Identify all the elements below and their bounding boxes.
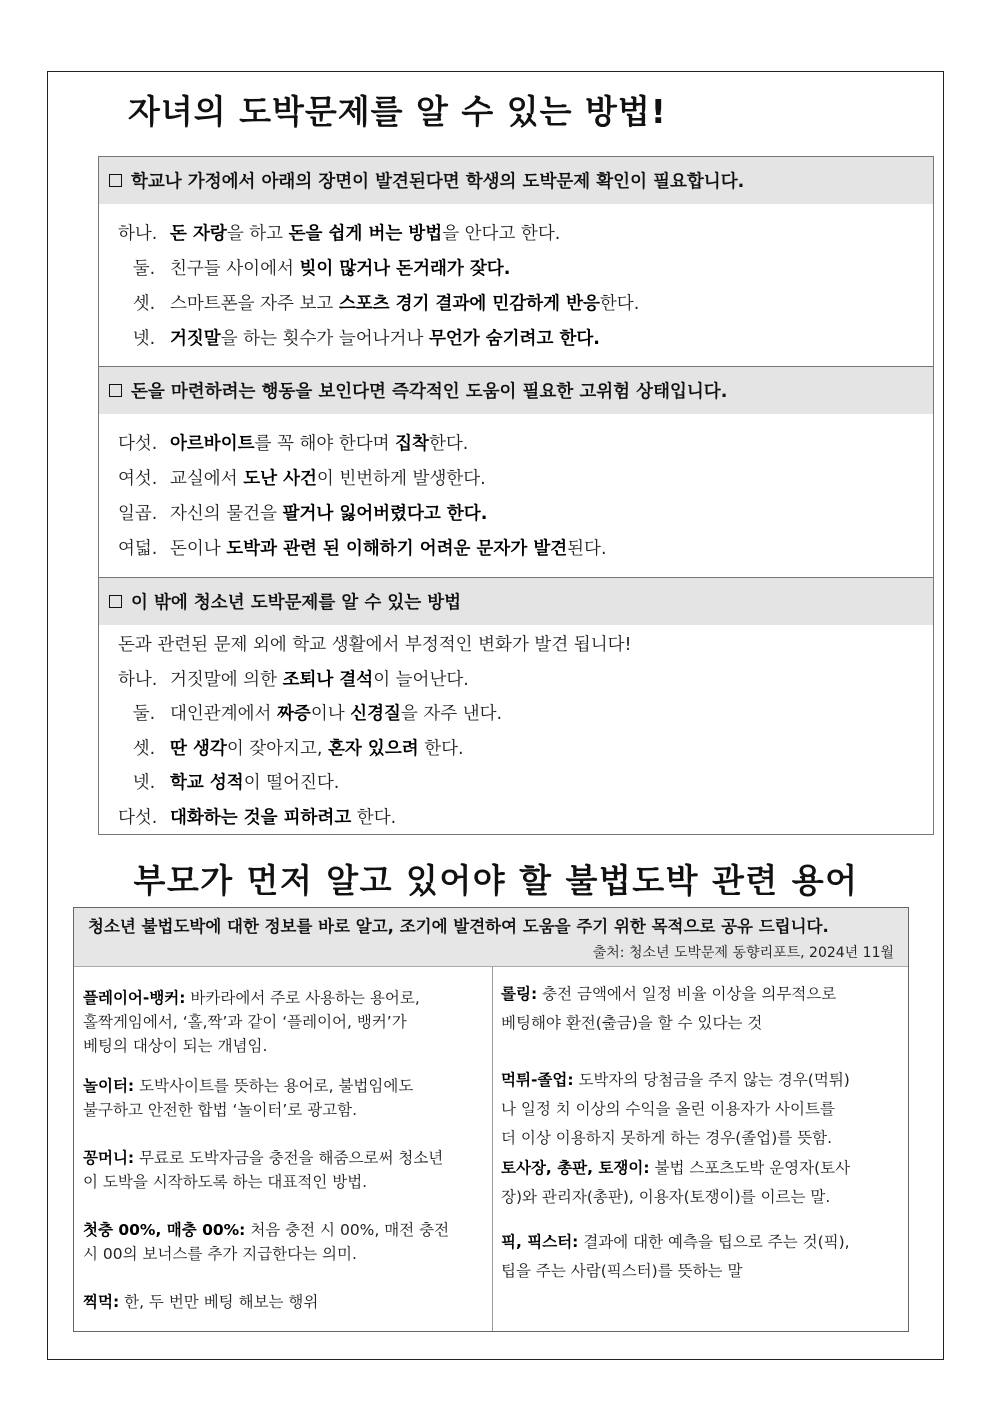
glossary-line (83, 986, 420, 1010)
glossary-entry (501, 1228, 850, 1286)
list-item (99, 532, 933, 567)
item-number: 넷. (132, 329, 156, 349)
section1-title: 자녀의 도박문제를 알 수 있는 방법! (128, 92, 667, 131)
glossary-term: 픽, 픽스터: (501, 1233, 579, 1251)
glossary-left-column (74, 966, 493, 1331)
glossary-line (501, 1066, 850, 1095)
glossary-entry (83, 1290, 318, 1314)
list-item (99, 497, 933, 532)
glossary-line (83, 1034, 420, 1058)
item-number: 다섯. (118, 434, 158, 454)
list-item (99, 462, 933, 497)
item-text: 자신의 물건을 (170, 504, 283, 524)
item-number: 넷. (132, 773, 156, 794)
item-text: 을 자주 낸다. (400, 704, 503, 725)
glossary-desc: 한, 두 번만 베팅 해보는 행위 (124, 1293, 319, 1311)
list-item (99, 628, 933, 663)
glossary-desc: 처음 충전 시 00%, 매전 충전 (250, 1221, 450, 1239)
item-text-bold: 도박과 관련 된 이해하기 어려운 문자가 발견 (226, 539, 568, 559)
item-list (99, 414, 933, 567)
glossary-line (83, 1098, 413, 1122)
glossary-desc: 시 00의 보너스를 추가 지급한다는 의미. (83, 1245, 357, 1263)
glossary-desc: 이 도박을 시작하도록 하는 대표적인 방법. (83, 1173, 368, 1191)
item-number: 셋. (132, 738, 156, 759)
glossary-intro: 청소년 불법도박에 대한 정보를 바로 알고, 조기에 발견하여 도움을 주기 위한 목적으로 공유 드립니다. (88, 917, 829, 936)
item-text: 한다. (418, 738, 464, 759)
glossary-line (501, 980, 836, 1009)
box-header (99, 157, 933, 204)
item-text-bold: 딴 생각 (170, 738, 227, 759)
item-text: 이 잦아지고, (226, 738, 329, 759)
glossary-header (74, 908, 908, 967)
warning-box-2 (98, 366, 934, 578)
glossary-term: 첫충 00%, 매충 00%: (83, 1221, 246, 1239)
warning-box-3 (98, 577, 934, 835)
item-list (99, 625, 933, 836)
item-number: 둘. (132, 704, 156, 725)
item-text: 을 안다고 한다. (442, 224, 561, 244)
box-header-text: 학교나 가정에서 아래의 장면이 발견된다면 학생의 도박문제 확인이 필요합니다. (131, 172, 745, 192)
item-text-bold: 도난 사건 (243, 469, 317, 489)
item-number: 둘. (132, 259, 156, 279)
glossary-line (501, 1009, 836, 1038)
glossary-term: 플레이어-뱅커: (83, 989, 186, 1007)
glossary-entry (83, 1074, 413, 1122)
glossary-line (83, 1010, 420, 1034)
item-text-bold: 집착 (395, 434, 429, 454)
item-text: 된다. (567, 539, 607, 559)
glossary-columns (74, 966, 908, 1331)
item-text: 이나 (310, 704, 351, 725)
glossary-desc: 홀짝게임에서, ‘홀,짝’과 같이 ‘플레이어, 뱅커’가 (83, 1013, 407, 1031)
box-header-text: 돈을 마련하려는 행동을 보인다면 즉각적인 도움이 필요한 고위험 상태입니다. (131, 382, 728, 402)
glossary-desc: 충전 금액에서 일정 비율 이상을 의무적으로 (542, 985, 837, 1003)
glossary-term: 롤링: (501, 985, 538, 1003)
glossary-desc: 결과에 대한 예측을 팁으로 주는 것(픽), (583, 1233, 850, 1251)
checkbox-square-icon (109, 384, 122, 397)
item-text: 돈과 관련된 문제 외에 학교 생활에서 부정적인 변화가 발견 됩니다! (118, 635, 632, 655)
glossary-desc: 바카라에서 주로 사용하는 용어로, (190, 989, 420, 1007)
item-text-bold: 짜증 (277, 704, 311, 725)
item-number: 하나. (118, 669, 158, 690)
glossary-line (501, 1095, 850, 1124)
list-item (99, 287, 933, 322)
glossary-line (83, 1170, 443, 1194)
item-text-bold: 아르바이트 (170, 434, 255, 454)
checkbox-square-icon (109, 595, 122, 608)
glossary-line (501, 1124, 850, 1153)
glossary-desc: 팁을 주는 사람(픽스터)를 뜻하는 말 (501, 1262, 743, 1280)
item-text: 친구들 사이에서 (170, 259, 300, 279)
list-item (99, 427, 933, 462)
list-item (99, 252, 933, 287)
glossary-box (73, 907, 909, 1332)
item-number: 하나. (118, 224, 158, 244)
item-text-bold: 혼자 있으려 (328, 738, 419, 759)
glossary-line (83, 1242, 449, 1266)
item-text: 을 하고 (226, 224, 289, 244)
item-text: 한다. (428, 434, 469, 454)
glossary-desc: 나 일정 치 이상의 수익을 올린 이용자가 사이트를 (501, 1100, 835, 1118)
glossary-term: 먹튀-졸업: (501, 1071, 574, 1089)
item-text: 한다. (599, 294, 640, 314)
glossary-desc: 베팅해야 환전(출금)을 할 수 있다는 것 (501, 1014, 763, 1032)
list-item (99, 732, 933, 767)
item-text: 를 꼭 해야 한다며 (254, 434, 396, 454)
glossary-term: 찍먹: (83, 1293, 120, 1311)
box-header (99, 367, 933, 414)
glossary-entry (83, 1146, 443, 1194)
item-text: 이 떨어진다. (243, 773, 340, 794)
item-text-bold: 무언가 숨기려고 한다. (428, 329, 600, 349)
warning-box-1 (98, 156, 934, 367)
glossary-source: 출처: 청소년 도박문제 동향리포트, 2024년 11월 (592, 945, 894, 961)
glossary-line (83, 1074, 413, 1098)
glossary-entry (501, 1154, 850, 1212)
glossary-desc: 불구하고 안전한 합법 ‘놀이터’로 광고함. (83, 1101, 358, 1119)
item-text: 교실에서 (170, 469, 244, 489)
glossary-right-column (492, 966, 908, 1331)
item-text: 이 늘어난다. (373, 669, 469, 690)
list-item (99, 217, 933, 252)
glossary-line (83, 1146, 443, 1170)
list-item (99, 697, 933, 732)
checkbox-square-icon (109, 174, 122, 187)
glossary-line (83, 1290, 318, 1314)
glossary-desc: 무료로 도박자금을 충전을 해줌으로써 청소년 (139, 1149, 444, 1167)
item-text-bold: 팔거나 잃어버렸다고 한다. (282, 504, 488, 524)
box-header (99, 578, 933, 625)
glossary-line (501, 1154, 850, 1183)
item-text: 이 빈번하게 발생한다. (316, 469, 486, 489)
glossary-desc: 베팅의 대상이 되는 개념임. (83, 1037, 268, 1055)
glossary-line (501, 1183, 850, 1212)
item-text: 돈이나 (170, 539, 227, 559)
item-text-bold: 스포츠 경기 결과에 민감하게 반응 (338, 294, 600, 314)
glossary-desc: 더 이상 이용하지 못하게 하는 경우(졸업)를 뜻함. (501, 1129, 833, 1147)
item-text: 거짓말에 의한 (170, 669, 283, 690)
glossary-term: 놀이터: (83, 1077, 135, 1095)
item-text-bold: 신경질 (350, 704, 401, 725)
item-text-bold: 학교 성적 (170, 773, 244, 794)
item-text: 대인관계에서 (170, 704, 277, 725)
item-text-bold: 대화하는 것을 피하려고 (170, 807, 352, 828)
item-text: 한다. (351, 807, 397, 828)
glossary-entry (83, 1218, 449, 1266)
item-text-bold: 거짓말 (170, 329, 221, 349)
item-number: 일곱. (118, 504, 158, 524)
glossary-line (501, 1228, 850, 1257)
glossary-entry (83, 986, 420, 1058)
section2-title: 부모가 먼저 알고 있어야 할 불법도박 관련 용어 (133, 861, 859, 900)
item-list (99, 204, 933, 357)
list-item (99, 801, 933, 836)
item-number: 셋. (132, 294, 156, 314)
list-item (99, 322, 933, 357)
item-text-bold: 돈을 쉽게 버는 방법 (288, 224, 443, 244)
glossary-desc: 불법 스포츠도박 운영자(토사 (654, 1159, 851, 1177)
item-text-bold: 돈 자랑 (170, 224, 227, 244)
item-text-bold: 빚이 많거나 돈거래가 잦다. (299, 259, 511, 279)
item-text-bold: 조퇴나 결석 (282, 669, 374, 690)
item-number: 다섯. (118, 807, 158, 828)
glossary-desc: 도박사이트를 뜻하는 용어로, 불법임에도 (139, 1077, 414, 1095)
glossary-line (83, 1218, 449, 1242)
glossary-term: 토사장, 총판, 토쟁이: (501, 1159, 650, 1177)
glossary-line (501, 1257, 850, 1286)
glossary-entry (501, 1066, 850, 1153)
item-text: 스마트폰을 자주 보고 (170, 294, 339, 314)
glossary-entry (501, 980, 836, 1038)
box-header-text: 이 밖에 청소년 도박문제를 알 수 있는 방법 (131, 593, 462, 613)
item-number: 여덟. (118, 539, 158, 559)
item-number: 여섯. (118, 469, 158, 489)
list-item (99, 663, 933, 698)
list-item (99, 766, 933, 801)
glossary-desc: 도박자의 당첨금을 주지 않는 경우(먹튀) (578, 1071, 850, 1089)
glossary-desc: 장)와 관리자(총판), 이용자(토쟁이)를 이르는 말. (501, 1188, 831, 1206)
item-text: 을 하는 횟수가 늘어나거나 (220, 329, 429, 349)
glossary-term: 꽁머니: (83, 1149, 135, 1167)
